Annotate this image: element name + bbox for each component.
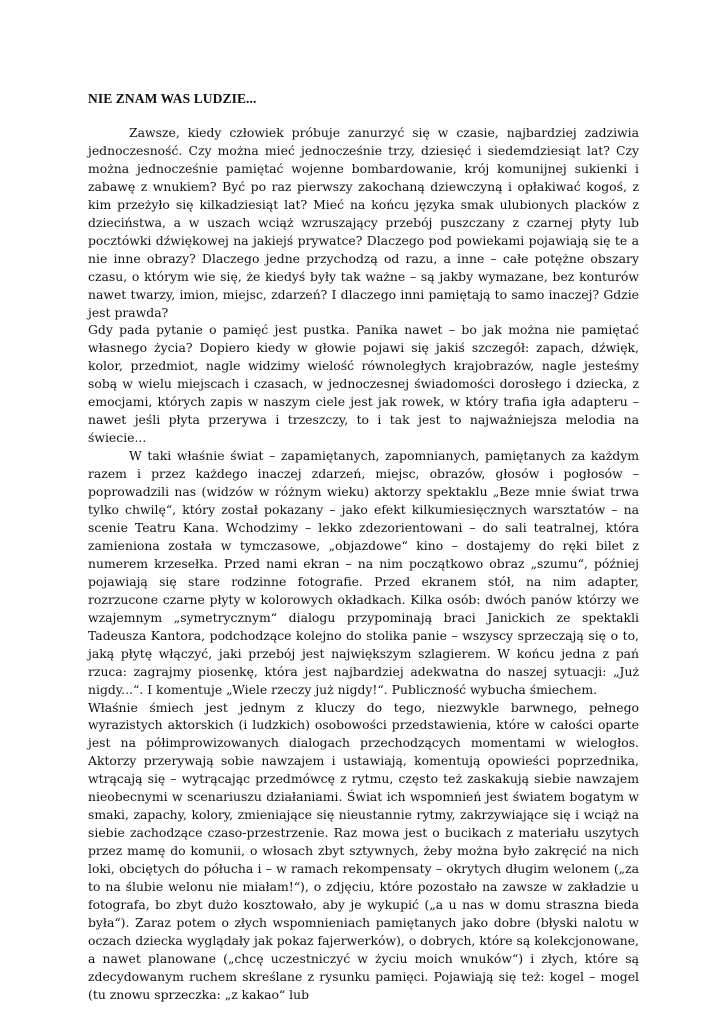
- document-body: [88, 124, 639, 1004]
- paragraph-2: Gdy pada pytanie o pamięć jest pustka. Panika nawet – bo jak można nie pamiętać własnego życia? Dopiero kiedy w głowie pojawi się jakiś szczegół: zapach, dźwięk, kolor, przedmiot, nagle widzimy wielość równoległych krajobrazów, nagle jesteśmy sobą w wielu miejscach i czasach, w jednoczesnej świadomości dorosłego i dziecka, z emocjami, których zapis w naszym ciele jest jak rowek, w który trafia igła adapteru – nawet jeśli płyta przerywa i trzeszczy, to i tak jest to najważniejsza melodia na świecie...: [88, 322, 639, 446]
- paragraph-3: W taki właśnie świat – zapamiętanych, zapomnianych, pamiętanych za każdym razem i przez każdego inaczej zdarzeń, miejsc, obrazów, głosów i pogłosów – poprowadzili nas (widzów w różnym wieku) aktorzy spektaklu „Beze mnie świat trwa tylko chwilę“, który został pokazany – jako efekt kilkumiesięcznych warsztatów – na scenie Teatru Kana. Wchodzimy – lekko zdezorientowani – do sali teatralnej, która zamieniona została w tymczasowe, „objazdowe“ kino – dostajemy do ręki bilet z numerem krzesełka. Przed nami ekran – na nim początkowo obraz „szumu“, później pojawiają się stare rodzinne fotografie. Przed ekranem stół, na nim adapter, rozrzucone czarne płyty w kolorowych okładkach. Kilka osób: dwóch panów którzy we wzajemnym „symetrycznym“ dialogu przypominają braci Janickich ze spektakli Tadeusza Kantora, podchodzące kolejno do stolika panie – wszyscy sprzeczają się o to, jaką płytę włączyć, jaki przebój jest największym szlagierem. W końcu jedna z pań rzuca: zagrajmy piosenkę, która jest najbardziej adekwatna do naszej sytuacji: „Już nigdy...“. I komentuje „Wiele rzeczy już nigdy!“. Publiczność wybucha śmiechem.: [88, 448, 639, 697]
- paragraph-1: Zawsze, kiedy człowiek próbuje zanurzyć się w czasie, najbardziej zadziwia jednoczesność. Czy można mieć jednocześnie trzy, dziesięć i siedemdziesiąt lat? Czy można jednocześnie pamiętać wojenne bombardowanie, krój komunijnej sukienki i zabawę z wnukiem? Być po raz pierwszy zakochaną dziewczyną i opłakiwać kogoś, z kim przeżyło się kilkadziesiąt lat? Mieć na końcu języka smak ulubionych placków z dzieciństwa, a w uszach wciąż wzruszający przebój puszczany z czarnej płyty lub pocztówki dźwiękowej na jakiejś prywatce? Dlaczego pod powiekami pojawiają się te a nie inne obrazy? Dlaczego jedne przychodzą od razu, a inne – całe potężne obszary czasu, o którym wie się, że kiedyś były tak ważne – są jakby wymazane, bez konturów nawet twarzy, imion, miejsc, zdarzeń? I dlaczego inni pamiętają to samo inaczej? Gdzie jest prawda?: [88, 125, 639, 320]
- paragraph-4: Właśnie śmiech jest jednym z kluczy do tego, niezwykle barwnego, pełnego wyrazistych aktorskich (i ludzkich) osobowości przedstawienia, które w całości oparte jest na półimprowizowanych dialogach przechodzących momentami w wielogłos. Aktorzy przerywają sobie nawzajem i ustawiają, komentują opowieści poprzednika, wtrącają się – wytrącając przedmówcę z rytmu, często też zaskakują siebie nawzajem nieobecnymi w scenariuszu działaniami. Świat ich wspomnień jest światem bogatym w smaki, zapachy, kolory, zmieniające się nieustannie rytmy, zakrzywiające się i wciąż na siebie zachodzące czaso-przestrzenie. Raz mowa jest o bucikach z materiału uszytych przez mamę do komunii, o włosach zbyt sztywnych, żeby można było zakręcić na nich loki, obciętych do półucha i – w ramach rekompensaty – okrytych długim welonem („za to na ślubie welonu nie miałam!“), o zdjęciu, które pozostało na zawsze w zakładzie u fotografa, bo zbyt dużo kosztowało, aby je wykupić („a u nas w domu straszna bieda była“). Zaraz potem o złych wspomnieniach pamiętanych jako dobre (błyski nalotu w oczach dziecka wyglądały jak pokaz fajerwerków), o dobrych, które są kolekcjonowane, a nawet planowane („chcę uczestniczyć w życiu moich wnuków“) i złych, które są zdecydowanym ruchem skreślane z rysunku pamięci. Pojawiają się też: kogel – mogel (tu znowu sprzeczka: „z kakao“ lub: [88, 699, 639, 1002]
- document-title: NIE ZNAM WAS LUDZIE...: [88, 91, 257, 106]
